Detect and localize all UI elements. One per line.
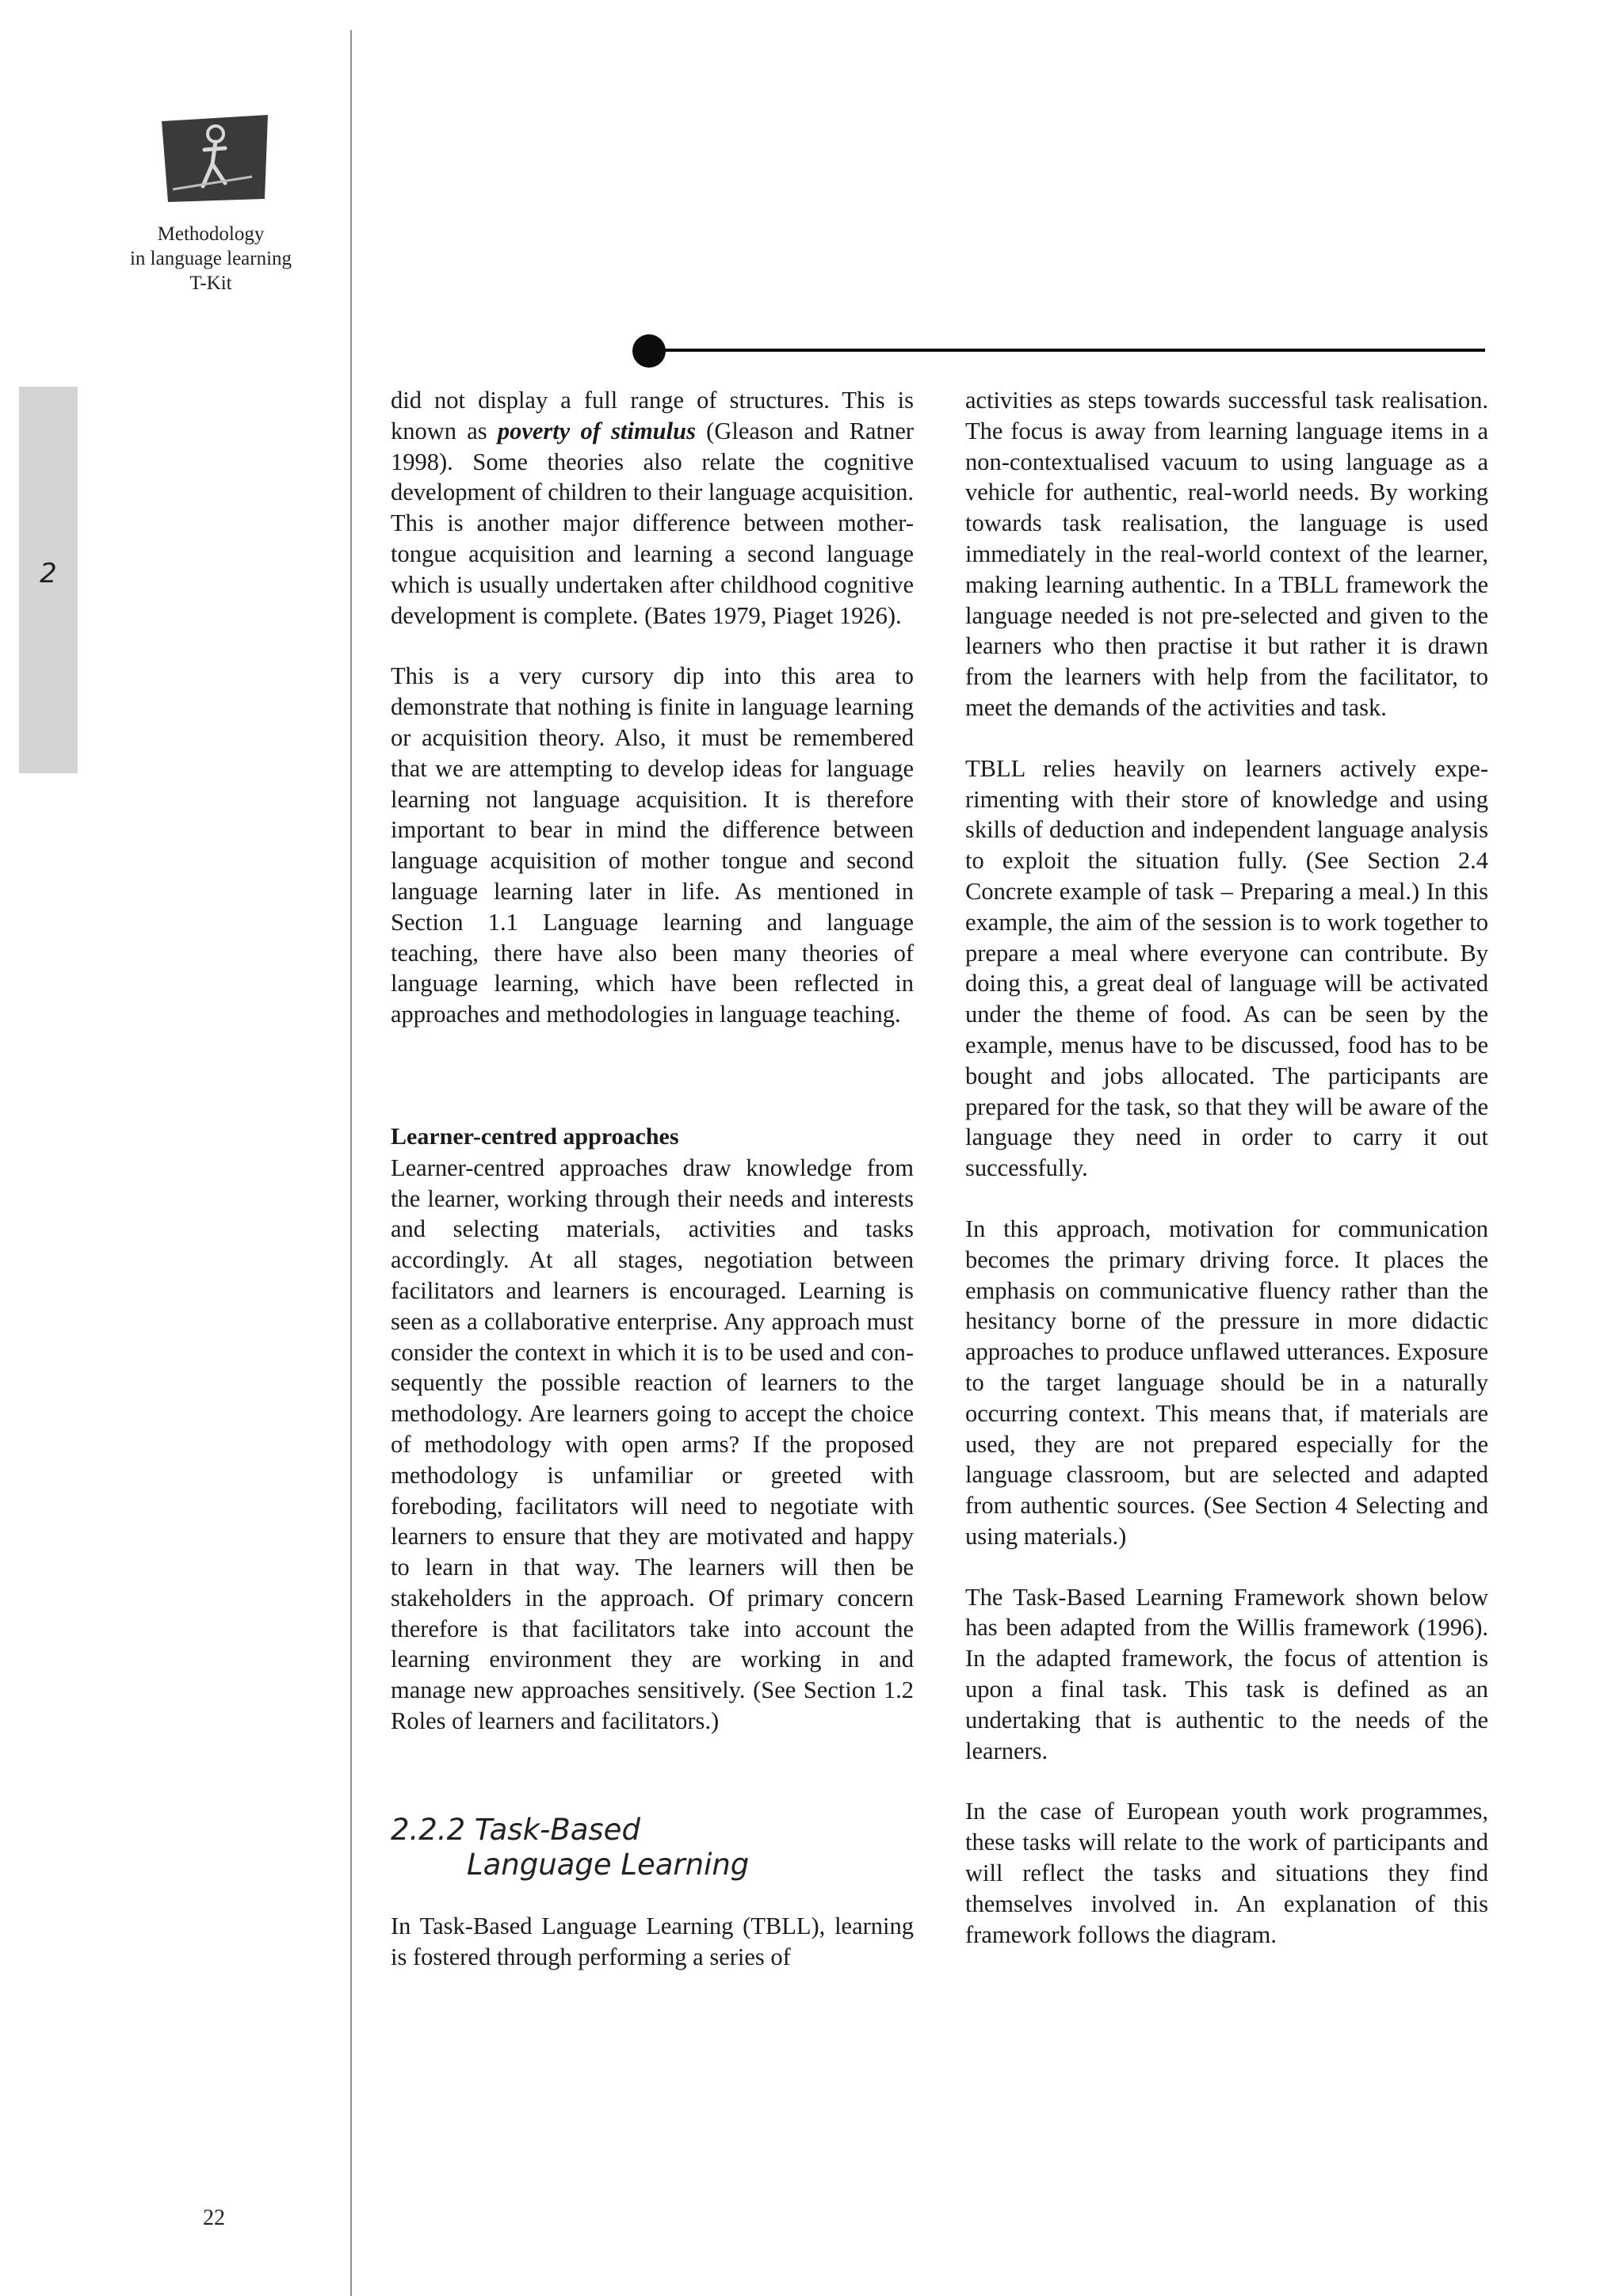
- chapter-number: 2: [40, 558, 57, 589]
- paragraph: In the case of European youth work programmes, these tasks will relate to the work of participants and will reflect the tasks and situations they find themselves involved in. An explanation of this framework follows the diagram.: [965, 1798, 1488, 1948]
- page-number: 22: [203, 2206, 225, 2230]
- series-title-line: T-Kit: [189, 273, 232, 294]
- section-title-line: Language Learning: [467, 1847, 750, 1882]
- paragraph: In Task-Based Language Learning (TBLL), learning is fostered through performing a series of: [391, 1912, 914, 1970]
- section-title-line: 2.2.2 Task-Based: [391, 1812, 640, 1847]
- paragraph: The Task-Based Learning Framework shown below has been adapted from the Willis framework (1996). In the adapted framework, the focus of attention is upon a final task. This task is defined as an undertaking that is authentic to the needs of the learners.: [965, 1583, 1488, 1764]
- series-title: [95, 222, 327, 296]
- subheading: Learner-centred approaches: [391, 1123, 679, 1150]
- series-title-line: Methodology: [157, 223, 265, 245]
- paragraph: TBLL relies heavily on learners actively experimenting with their store of knowledge and using skills of deduction and independent language analysis to exploit the situation fully. (See Section 2.4 Concrete example of task – Preparing a meal.) In this example, the aim of the session is to work together to prepare a meal where everyone can contribute. By doing this, a great deal of language will be activated under the theme of food. As can be seen by the example, menus have to be discussed, food has to be bought and jobs allocated. The participants are prepared for the task, so that they will be aware of the language they need in order to carry it out successfully.: [965, 754, 1488, 1182]
- margin-divider: [350, 30, 352, 2296]
- left-column: [391, 385, 914, 1972]
- series-title-line: in language learning: [129, 248, 292, 269]
- paragraph: In this approach, motivation for communication becomes the primary driving force. It places the emphasis on communicative fluency rather than the hesitancy borne of the pressure in more didactic approaches to produce unflawed utterances. Exposure to the target language should be in a naturally occurring context. This means that, if materials are used, they are not prepared especially for the language classroom, but are selected and adapted from authentic sources. (See Section 4 Selecting and using materials.): [965, 1215, 1488, 1550]
- paragraph: did not display a full range of structures. This is known as poverty of stimulus (Gleason and Ratner 1998). Some theories also relate the cognitive development of children to their language acquisition. This is another major difference between mother-tongue acquisition and learning a second language which is usually undertaken after childhood cognitive development is complete. (Bates 1979, Piaget 1926).: [391, 387, 915, 629]
- paragraph: activities as steps towards successful task realisation. The focus is away from learning language items in a non-contextualised vacuum to using language as a vehicle for authentic, real-world needs. By working towards task realisation, the language is used immediately in the real-world context of the learner, making learning authentic. In a TBLL framework the language needed is not pre-selected and given to the learners who then practise it but rather it is drawn from the learners with help from the facilitator, to meet the demands of the activities and task.: [965, 387, 1488, 721]
- t-kit-logo: [157, 113, 273, 204]
- header-rule: [648, 349, 1485, 352]
- section-title: [391, 1813, 914, 1882]
- paragraph: This is a very cursory dip into this area to demonstrate that nothing is finite in language learning or acquisition theory. Also, it must be remembered that we are attempting to develop ideas for language learning not language acquisition. It is therefore important to bear in mind the difference between language acquisition of mother tongue and second language learning later in life. As mentioned in Section 1.1 Language learning and language teaching, there have also been many theories of language learning, which have been reflected in approaches and methodologies in language teaching.: [391, 662, 914, 1028]
- emphasis-term: poverty of stimulus: [497, 417, 696, 444]
- paragraph: Learner-centred approaches draw knowledge from the learner, working through their needs and interests and selecting materials, activities and tasks accordingly. At all stages, negotiation between facilitators and learners is encouraged. Learning is seen as a collaborative enterprise. Any approach must consider the context in which it is to be used and consequently the possible reaction of learners to the methodology. Are learners going to accept the choice of methodology with open arms? If the proposed methodology is unfamiliar or greeted with foreboding, facilitators will need to negotiate with learners to ensure that they are motivated and happy to learn in that way. The learners will then be stakeholders in the approach. Of primary concern therefore is that facilitators take into account the learning environment they are working in and manage new approaches sensitively. (See Section 1.2 Roles of learners and facilitators.): [391, 1154, 914, 1735]
- chapter-tab: [19, 387, 78, 773]
- right-column: [965, 385, 1488, 1950]
